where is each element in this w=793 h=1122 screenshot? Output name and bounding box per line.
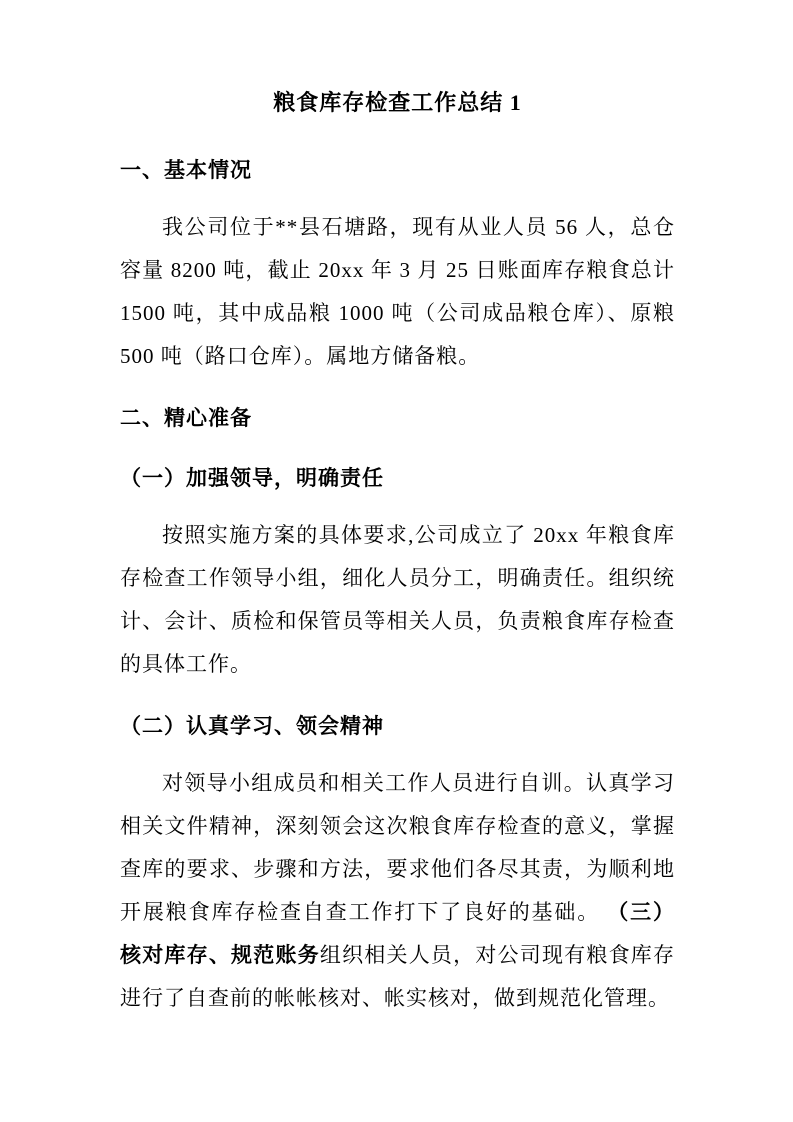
section-heading-careful-preparation: 二、精心准备 — [120, 406, 252, 430]
inline-bold-heading-verify-inventory: （三）核对库存、规范账务 — [120, 900, 676, 967]
paragraph-text-after-bold: 组织相关人员，对公司现有粮食库存进行了自查前的帐帐核对、帐实核对，做到规范化管理。 — [120, 943, 675, 1010]
subsection-heading-strengthen-leadership: （一）加强领导，明确责任 — [120, 466, 384, 490]
paragraph-earnest-study — [120, 762, 675, 1020]
document-title: 粮食库存检查工作总结 1 — [273, 90, 522, 115]
subsection-heading-earnest-study: （二）认真学习、领会精神 — [120, 714, 384, 738]
paragraph-basic-situation: 我公司位于**县石塘路，现有从业人员 56 人，总仓容量 8200 吨，截止 20xx 年 3 月 25 日账面库存粮食总计 1500 吨，其中成品粮 1000 吨（公司成品粮仓库）、原粮 500 吨（路口仓库）。属地方储备粮。 — [120, 215, 675, 368]
paragraph-text-before-bold: 对领导小组成员和相关工作人员进行自训。认真学习相关文件精神，深刻领会这次粮食库存检查的意义，掌握查库的要求、步骤和方法，要求他们各尽其责，为顺利地开展粮食库存检查自查工作打下了良好的基础。 — [120, 771, 675, 924]
paragraph-strengthen-leadership: 按照实施方案的具体要求,公司成立了 20xx 年粮食库存检查工作领导小组，细化人员分工，明确责任。组织统计、会计、质检和保管员等相关人员，负责粮食库存检查的具体工作。 — [120, 523, 675, 676]
section-heading-basic-situation: 一、基本情况 — [120, 158, 252, 182]
